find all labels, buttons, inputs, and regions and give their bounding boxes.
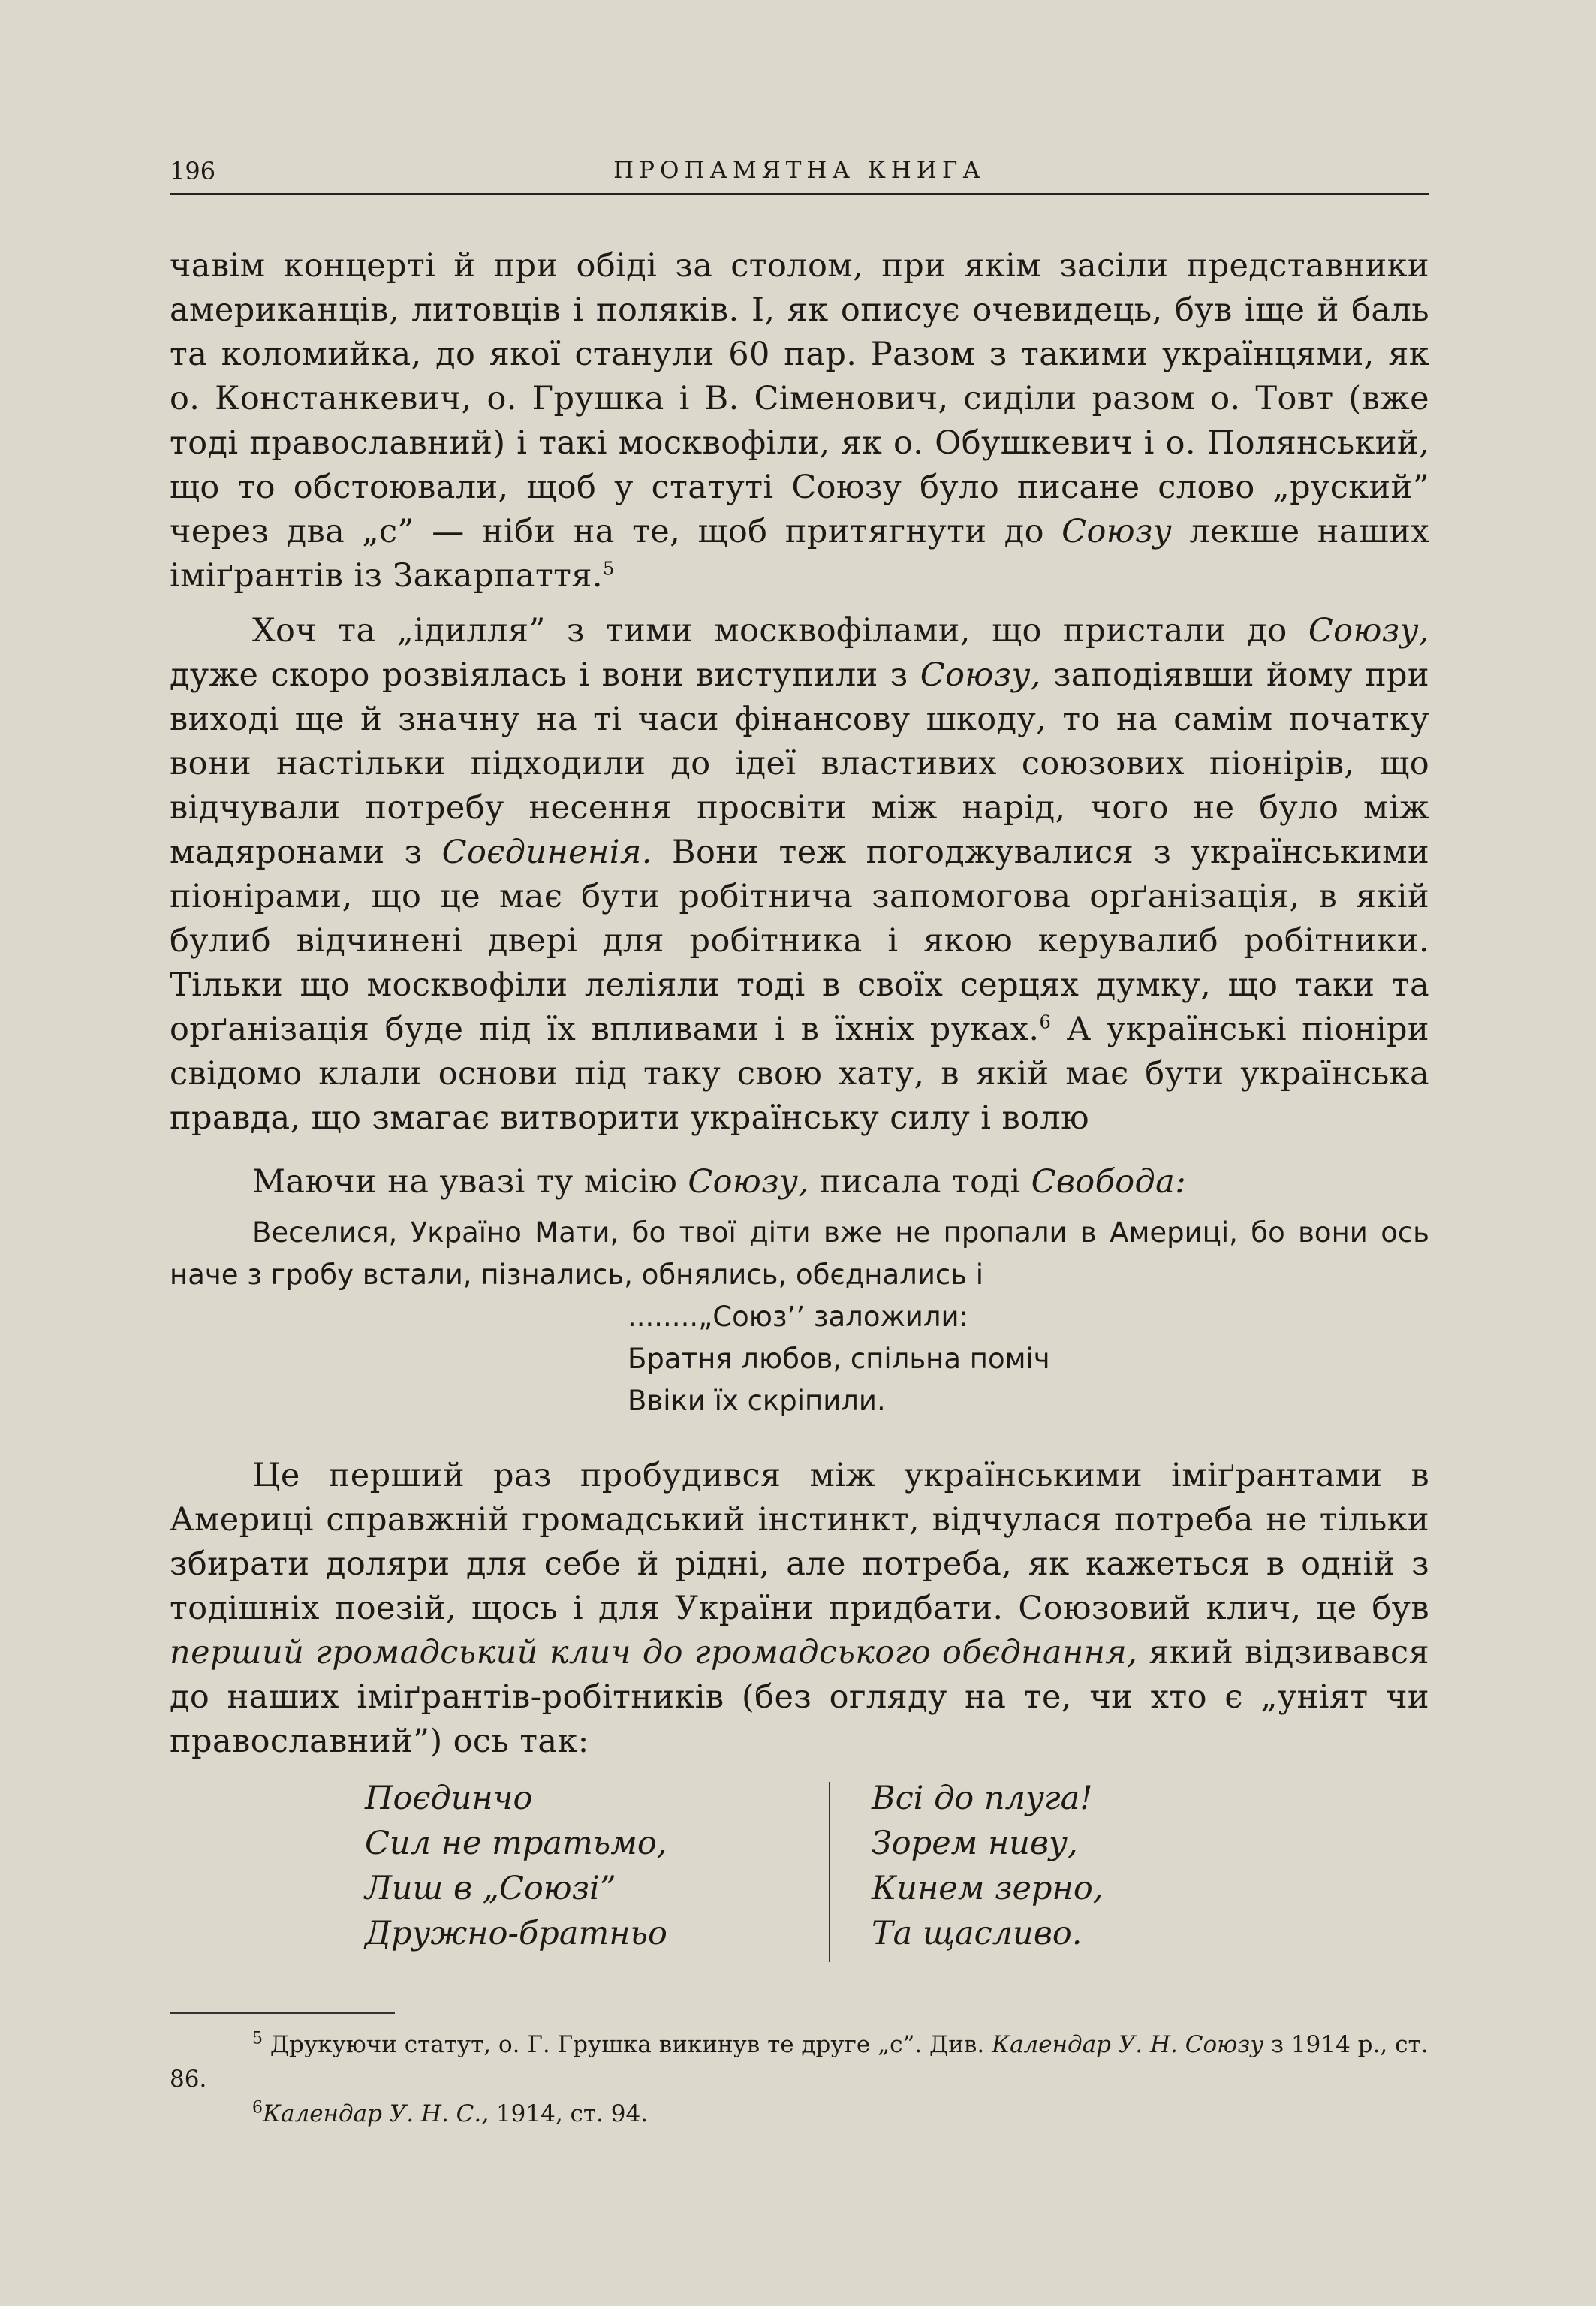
text-run: який відзивався до наших іміґрантів-робітників (без огляду на те, чи хто є „уніят чи православний”) ось так:	[170, 1634, 1429, 1760]
quote-line-3: Ввіки їх скріпили.	[628, 1385, 886, 1417]
body-text	[170, 244, 1429, 1971]
text-run: Друкуючи статут, о. Г. Грушка викинув те друге „с”. Див.	[263, 2031, 992, 2058]
page-number: 196	[170, 157, 216, 185]
text-run: з 1914 р., ст. 86.	[170, 2031, 1429, 2093]
text-run: 1914, ст. 94.	[489, 2100, 649, 2127]
italic-run: Соєдиненія.	[441, 833, 652, 871]
quote-line-2: Братня любов, спільна поміч	[628, 1343, 1050, 1375]
text-run: заподіявши йому при виході ще й значну на ті часи фінансову шкоду, то на самім початку вони настільки підходили до ідеї властивих союзових піонірів, що відчували потребу несення просвіти між нарід, чого не було між мадяронами з	[170, 656, 1429, 871]
verse-line: Та щасливо.	[872, 1915, 1083, 1952]
text-run: Хоч та „ідилля” з тими москвофілами, що пристали до	[252, 612, 1308, 650]
italic-run: Календар У. Н. Союзу	[992, 2031, 1264, 2058]
text-run: Вони теж погоджувалися з українськими піонірами, що це має бути робітнича запомогова орґанізація, в якій булиб відчинені двері для робітника і якою керувалиб робітники. Тільки що москвофіли леліяли тоді в своїх серцях думку, що таки та орґанізація буде під їх впливами і в їхніх руках.	[170, 833, 1429, 1048]
quote-prose: Веселися, Україно Мати, бо твої діти вже не пропали в Америці, бо вони ось наче з гробу встали, пізнались, обнялись, обєднались і	[170, 1216, 1429, 1291]
italic-run: Свобода:	[1031, 1163, 1187, 1201]
text-run: Це перший раз пробудився між українськими іміґрантами в Америці справжній громадський інстинкт, відчулася потреба не тільки збирати доляри для себе й рідні, але потреба, як кажеться в одній з тодішніх поезій, щось і для України придбати. Союзовий клич, це був	[170, 1457, 1429, 1627]
footnote-6	[170, 2097, 1429, 2131]
page-header	[170, 154, 1429, 195]
verse-line: Лиш в „Союзі”	[365, 1870, 616, 1907]
text-run: дуже скоро розвіялась і вони виступили з	[170, 656, 920, 694]
quoted-passage	[170, 1212, 1429, 1422]
italic-run: Союзу,	[1308, 612, 1429, 650]
text-run: Маючи на увазі ту місію	[252, 1163, 688, 1201]
verse-block	[170, 1776, 1429, 1971]
text-run: А українські піоніри свідомо клали основи під таку свою хату, в якій має бути українська правда, що змагає витворити українську силу і волю	[170, 1011, 1429, 1137]
footnote-ref: 5	[602, 558, 615, 580]
italic-run: перший громадський клич до громадського обєднання,	[170, 1634, 1138, 1671]
footnote-5-text	[170, 2031, 1428, 2093]
paragraph-2	[170, 609, 1429, 1141]
running-title: ПРОПАМЯТНА КНИГА	[613, 157, 986, 184]
text-run: чавім концерті й при обіді за столом, при якім засіли представники американців, литовців і поляків. І, як описує очевидець, був іще й баль та коломийка, до якої станули 60 пар. Разом з такими українцями, як о. Констанкевич, о. Грушка і В. Сіменович, сиділи разом о. Товт (вже тоді православний) і такі москвофіли, як о. Обушкевич і о. Полянський, що то обстоювали, щоб у статуті Союзу було писане слово „руский” через два „с” — ніби на те, щоб притягнути до	[170, 247, 1429, 550]
verse-line: Дружно-братньо	[365, 1915, 667, 1952]
verse-line: Поєдинчо	[365, 1780, 533, 1817]
verse-line: Зорем ниву,	[872, 1825, 1078, 1862]
footnote-6-text	[263, 2100, 648, 2127]
verse-left-column	[365, 1776, 667, 1956]
footnote-5	[170, 2027, 1429, 2097]
verse-line: Сил не тратьмо,	[365, 1825, 667, 1862]
verse-line: Кинем зерно,	[872, 1870, 1104, 1907]
footnote-rule	[170, 2012, 395, 2014]
italic-run: Календар У. Н. С.,	[263, 2100, 489, 2127]
verse-right-column	[872, 1776, 1103, 1956]
footnotes	[170, 2027, 1429, 2131]
footnote-6-number: 6	[252, 2098, 263, 2118]
paragraph-3	[170, 1160, 1429, 1204]
italic-run: Союзу,	[920, 656, 1041, 694]
verse-divider	[829, 1782, 830, 1962]
verse-line: Всі до плуга!	[872, 1780, 1093, 1817]
italic-run: Союзу	[1061, 513, 1173, 550]
footnote-ref: 6	[1039, 1011, 1052, 1033]
paragraph-1	[170, 244, 1429, 598]
quote-line-1: ........„Союз’’ заложили:	[628, 1301, 969, 1333]
text-run: писала тоді	[809, 1163, 1031, 1201]
text-run: лекше наших іміґрантів із Закарпаття.	[170, 513, 1429, 595]
paragraph-4	[170, 1454, 1429, 1764]
footnote-5-number: 5	[252, 2029, 263, 2048]
italic-run: Союзу,	[688, 1163, 809, 1201]
